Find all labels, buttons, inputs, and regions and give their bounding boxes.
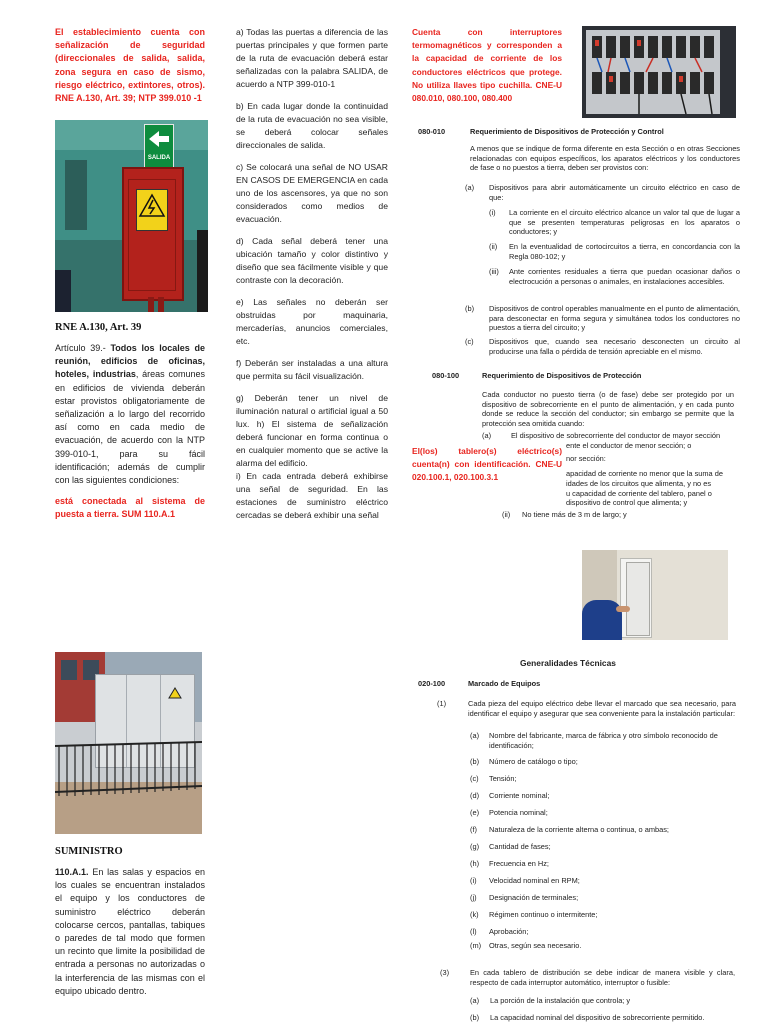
list-item-b: Dispositivos de control operables manualmente en el punto de alimentación, para desconectar en forma segura y simultánea todos los conductores no puestos a tierra del circuito; y	[489, 304, 740, 333]
fragment-6: dispositivo de control que alimenta; y	[566, 498, 688, 507]
list-label-i: (i)	[489, 208, 496, 217]
photo-panel-door	[582, 550, 728, 640]
item-label-1: (1)	[437, 699, 447, 708]
marking-item-text: Otras, según sea necesario.	[489, 941, 582, 950]
marking-item-text: Velocidad nominal en RPM;	[489, 876, 580, 885]
section-code-020-100: 020-100	[418, 679, 446, 688]
marking-item-label: (j)	[470, 893, 477, 902]
marking-item-label: (k)	[470, 910, 479, 919]
marking-item-label: (i)	[470, 876, 477, 885]
generalidades-title: Generalidades Técnicas	[520, 658, 616, 668]
marking-item-text: Número de catálogo o tipo;	[489, 757, 578, 766]
marking-item-text: Nombre del fabricante, marca de fábrica y otro símbolo reconocido de identificación;	[489, 731, 718, 750]
red-note-signage: El establecimiento cuenta con señalización de seguridad (direccionales de salida, salida, zona segura en caso de sismo, riesgo eléctrico, extintores, otros). RNE A.130, Art. 39; NTP 399.010 -1	[55, 27, 205, 104]
red-note-panels: El(los) tablero(s) eléctrico(s) cuenta(n) con identificación. CNE-U 020.100.1, 020.100.3.1	[412, 445, 562, 485]
marking-item-label: (h)	[470, 859, 480, 868]
marking-item-text: Cantidad de fases;	[489, 842, 551, 851]
red-note-ground: está conectada al sistema de puesta a tierra. SUM 110.A.1	[55, 496, 205, 520]
item-label-3a: (a)	[470, 996, 480, 1005]
condition-e: e) Las señales no deberán ser obstruidas por maquinaria, mercaderías, anuncios comerciales, etc.	[236, 297, 388, 346]
list-item-c: Dispositivos que, cuando sea necesario desconecten un circuito al producirse una falla o pérdida de tensión apreciable en el mismo.	[489, 337, 740, 356]
section-title-080-010: Requerimiento de Dispositivos de Protección y Control	[470, 127, 664, 136]
marking-item-label: (f)	[470, 825, 477, 834]
breaker-panel-graphic	[582, 26, 736, 118]
fragment-4: idades de los circuitos que alimenta, y no es	[566, 479, 712, 488]
red-note-breakers: Cuenta con interruptores termomagnéticos y corresponden a la capacidad de corriente de los conductores eléctricos que protege. No utiliza llaves tipo cuchilla. CNE-U 080.010, 080.100, 080.400	[412, 27, 562, 104]
marking-item-label: (g)	[470, 842, 480, 851]
marking-item-text: Tensión;	[489, 774, 517, 783]
item-1-text: Cada pieza del equipo eléctrico debe llevar el marcado que sea necesario, para identificar el equipo y asegurar que sea conveniente para la instalación particular:	[468, 699, 736, 718]
item-3-text: En cada tablero de distribución se debe indicar de manera visible y clara, respecto de cada interruptor automático, interruptor o fusible:	[470, 968, 735, 987]
list-label-080-100-ii: (ii)	[502, 510, 511, 519]
condition-gh: g) Deberán tener un nivel de iluminación natural o artificial igual a 50 lux. h) El sistema de señalización deberá funcionar en forma continua o en cualquier momento que se active la alarma del edificio.	[236, 393, 388, 468]
marking-item-text: Aprobación;	[489, 927, 529, 936]
marking-item-label: (c)	[470, 774, 479, 783]
section-080-100-intro: Cada conductor no puesto tierra (o de fase) debe ser protegido por un dispositivo de sobrecorriente en el punto de alimentación, y en cada punto donde se reduce la sección del conductor; sin embargo se permite que la protección sea omitida cuando:	[482, 390, 734, 428]
warning-icon	[168, 687, 182, 699]
article-39-lead: Artículo 39.-	[55, 343, 111, 353]
item-3b-text: La capacidad nominal del dispositivo de sobrecorriente permitido.	[490, 1013, 705, 1022]
section-code-080-100: 080-100	[432, 371, 460, 380]
condition-a: a) Todas las puertas a diferencia de las puertas principales y que formen parte de la ruta de evacuación deberá estar señalizadas con la palabra SALIDA, de acuerdo a NTP 399-010-1	[236, 27, 388, 89]
marking-item-text: Naturaleza de la corriente alterna o continua, o ambas;	[489, 825, 669, 834]
article-39-bold: Todos los locales de reunión, edificios de oficinas, hoteles, industrias	[55, 343, 205, 380]
fragment-2: nor sección:	[566, 454, 606, 463]
condition-d: d) Cada señal deberá tener una ubicación tamaño y color distintivo y diseño que sea fácilmente visible y que contraste con la decoración.	[236, 236, 388, 285]
marking-item-text: Frecuencia en Hz;	[489, 859, 549, 868]
marking-item-label: (e)	[470, 808, 480, 817]
list-item-ii: En la eventualidad de cortocircuitos a tierra, en concordancia con la Regla 080-102; y	[509, 242, 740, 261]
list-label-iii: (iii)	[489, 267, 499, 276]
arrow-left-icon	[145, 127, 173, 151]
signage-conditions	[236, 26, 388, 531]
section-080-010-intro: A menos que se indique de forma diferente en esta Sección o en otras Secciones relacionadas con equipos específicos, los aparatos eléctricos y los conductores de fase o no puestos a tierra, deben ser provistos con:	[470, 144, 740, 173]
exit-sign	[144, 124, 174, 168]
list-item-080-100-ii: No tiene más de 3 m de largo; y	[522, 510, 627, 519]
exit-sign-label: SALIDA	[147, 155, 171, 161]
list-label-b: (b)	[465, 304, 475, 313]
item-3a-text: La porción de la instalación que controla; y	[490, 996, 631, 1005]
marking-item-text: Corriente nominal;	[489, 791, 550, 800]
marking-item-label: (b)	[470, 757, 480, 766]
suministro-text	[55, 866, 205, 998]
photo-substation	[55, 652, 202, 834]
heading-suministro: SUMINISTRO	[55, 846, 123, 857]
condition-f: f) Deberán ser instaladas a una altura que permita su fácil visualización.	[236, 358, 388, 381]
suministro-code: 110.A.1.	[55, 867, 89, 877]
list-label-c: (c)	[465, 337, 474, 346]
photo-electrical-cabinet	[55, 120, 208, 312]
section-title-080-100: Requerimiento de Dispositivos de Protección	[482, 371, 642, 380]
list-item-i: La corriente en el circuito eléctrico alcance un valor tal que de lugar a que se presenten temperaturas peligrosas en los aparatos o conductores; y	[509, 208, 740, 237]
condition-c: c) Se colocará una señal de NO USAR EN CASOS DE EMERGENCIA en cada uno de los ascensores, ya que no son considerados como medios de evacuación.	[236, 162, 388, 224]
article-39-text	[55, 342, 205, 487]
red-cabinet	[122, 167, 184, 301]
fragment-3: apacidad de corriente no menor que la suma de	[566, 469, 723, 478]
marking-item-text: Régimen continuo o intermitente;	[489, 910, 598, 919]
list-item-a: Dispositivos para abrir automáticamente un circuito eléctrico en caso de que:	[489, 183, 740, 202]
fragment-1: ente el conductor de menor sección; o	[566, 441, 692, 450]
list-label-a: (a)	[465, 183, 475, 192]
marking-item-text: Potencia nominal;	[489, 808, 548, 817]
marking-item-label: (d)	[470, 791, 480, 800]
list-label-080-100-a: (a)	[482, 431, 492, 440]
marking-item-label: (a)	[470, 731, 480, 740]
condition-i: i) En cada entrada deberá exhibirse una señal de seguridad. En las estaciones de suministro eléctrico cercadas se deberá exhibir una señal	[236, 471, 388, 520]
fence	[55, 740, 202, 820]
marking-item-text: Designación de terminales;	[489, 893, 579, 902]
photo-breaker-panel	[582, 26, 736, 118]
section-code-080-010: 080-010	[418, 127, 446, 136]
list-item-iii: Ante corrientes residuales a tierra que puedan ocasionar daños o electrocución a personas o animales, en instalaciones accesibles.	[509, 267, 740, 286]
list-label-ii: (ii)	[489, 242, 498, 251]
item-label-3b: (b)	[470, 1013, 480, 1022]
suministro-body: En las salas y espacios en los cuales se encuentran instalados el equipo y los conductores de suministro eléctrico deberán colocarse cercos, pantallas, tabiques o paredes de tal modo que formen un recinto que limite la posibilidad de entrada a personas no autorizadas o la interferencia de las mismas con el equipo ubicado dentro.	[55, 867, 205, 996]
marking-item-label: (m)	[470, 941, 482, 950]
item-label-3: (3)	[440, 968, 450, 977]
section-title-020-100: Marcado de Equipos	[468, 679, 541, 688]
list-item-080-100-a: El dispositivo de sobrecorriente del conductor de mayor sección	[511, 431, 721, 440]
fragment-5: u capacidad de corriente del tablero, panel o	[566, 489, 712, 498]
marking-item-label: (l)	[470, 927, 477, 936]
heading-rne-a130: RNE A.130, Art. 39	[55, 322, 142, 333]
condition-b: b) En cada lugar donde la continuidad de la ruta de evacuación no sea visible, se deberá colocar señales direccionales de salida.	[236, 101, 388, 150]
article-39-rest: , áreas comunes en edificios de vivienda deberán estar provistos obligatoriamente de señalización a lo largo del recorrido así como en cada medio de evacuación, de acuerdo con la NTP 399-010-1, para su fácil identificación; además de cumplir con las siguientes condiciones:	[55, 369, 205, 486]
